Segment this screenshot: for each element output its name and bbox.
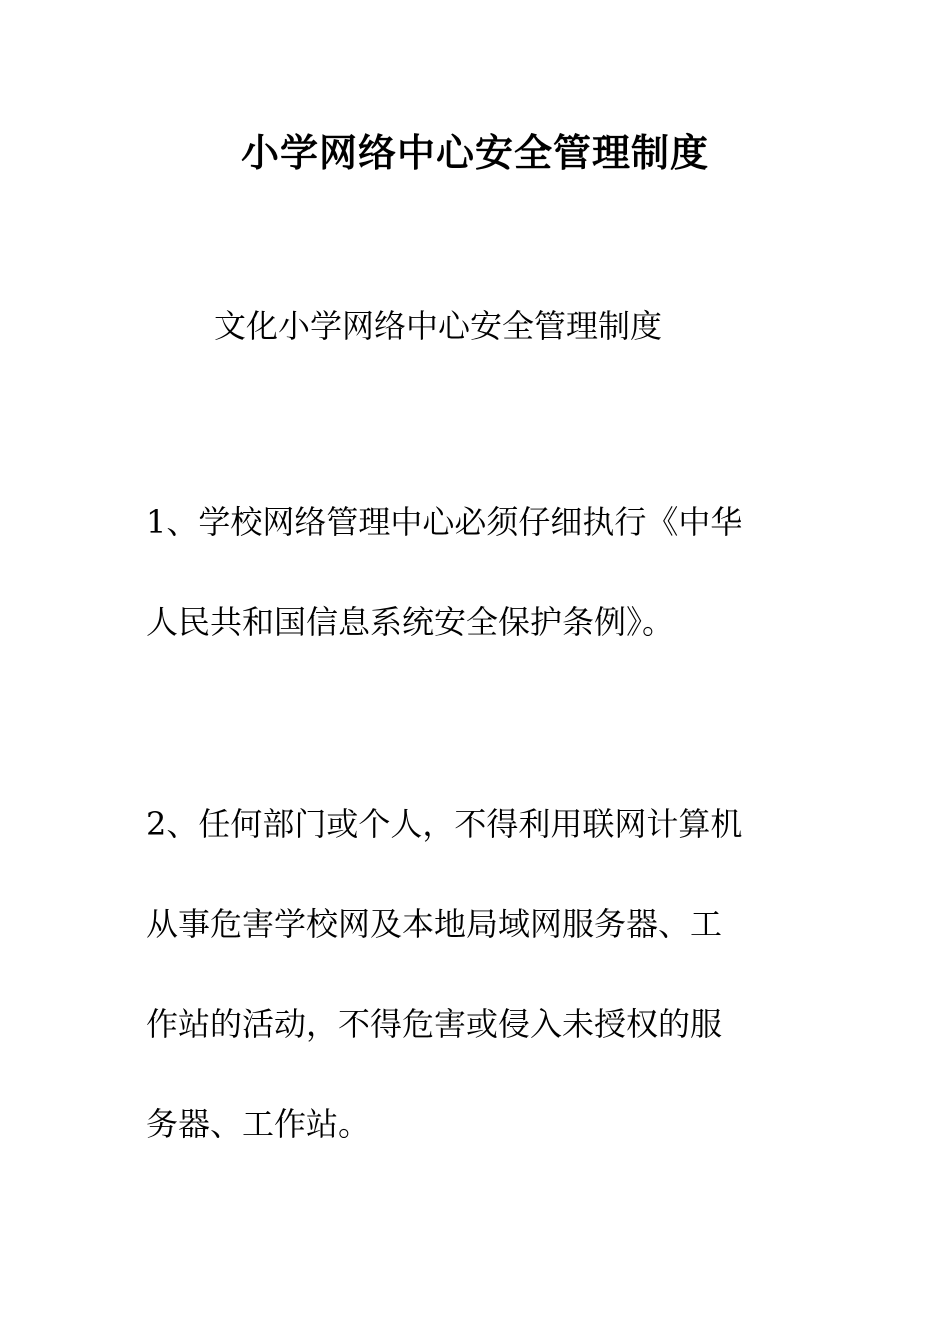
paragraph-2 (146, 800, 826, 1200)
paragraph-line: 人民共和国信息系统安全保护条例》。 (146, 603, 675, 641)
paragraph-line: 2、任何部门或个人，不得利用联网计算机 (146, 805, 743, 843)
document-subtitle: 文化小学网络中心安全管理制度 (214, 307, 663, 345)
paragraph-line: 1、学校网络管理中心必须仔细执行《中华 (146, 503, 743, 541)
paragraph-line: 作站的活动，不得危害或侵入未授权的服 (146, 1005, 723, 1043)
paragraph-line: 务器、工作站。 (146, 1105, 371, 1143)
paragraph-line: 从事危害学校网及本地局域网服务器、工 (146, 905, 723, 943)
document-title: 小学网络中心安全管理制度 (240, 131, 709, 175)
paragraph-1 (146, 498, 826, 698)
